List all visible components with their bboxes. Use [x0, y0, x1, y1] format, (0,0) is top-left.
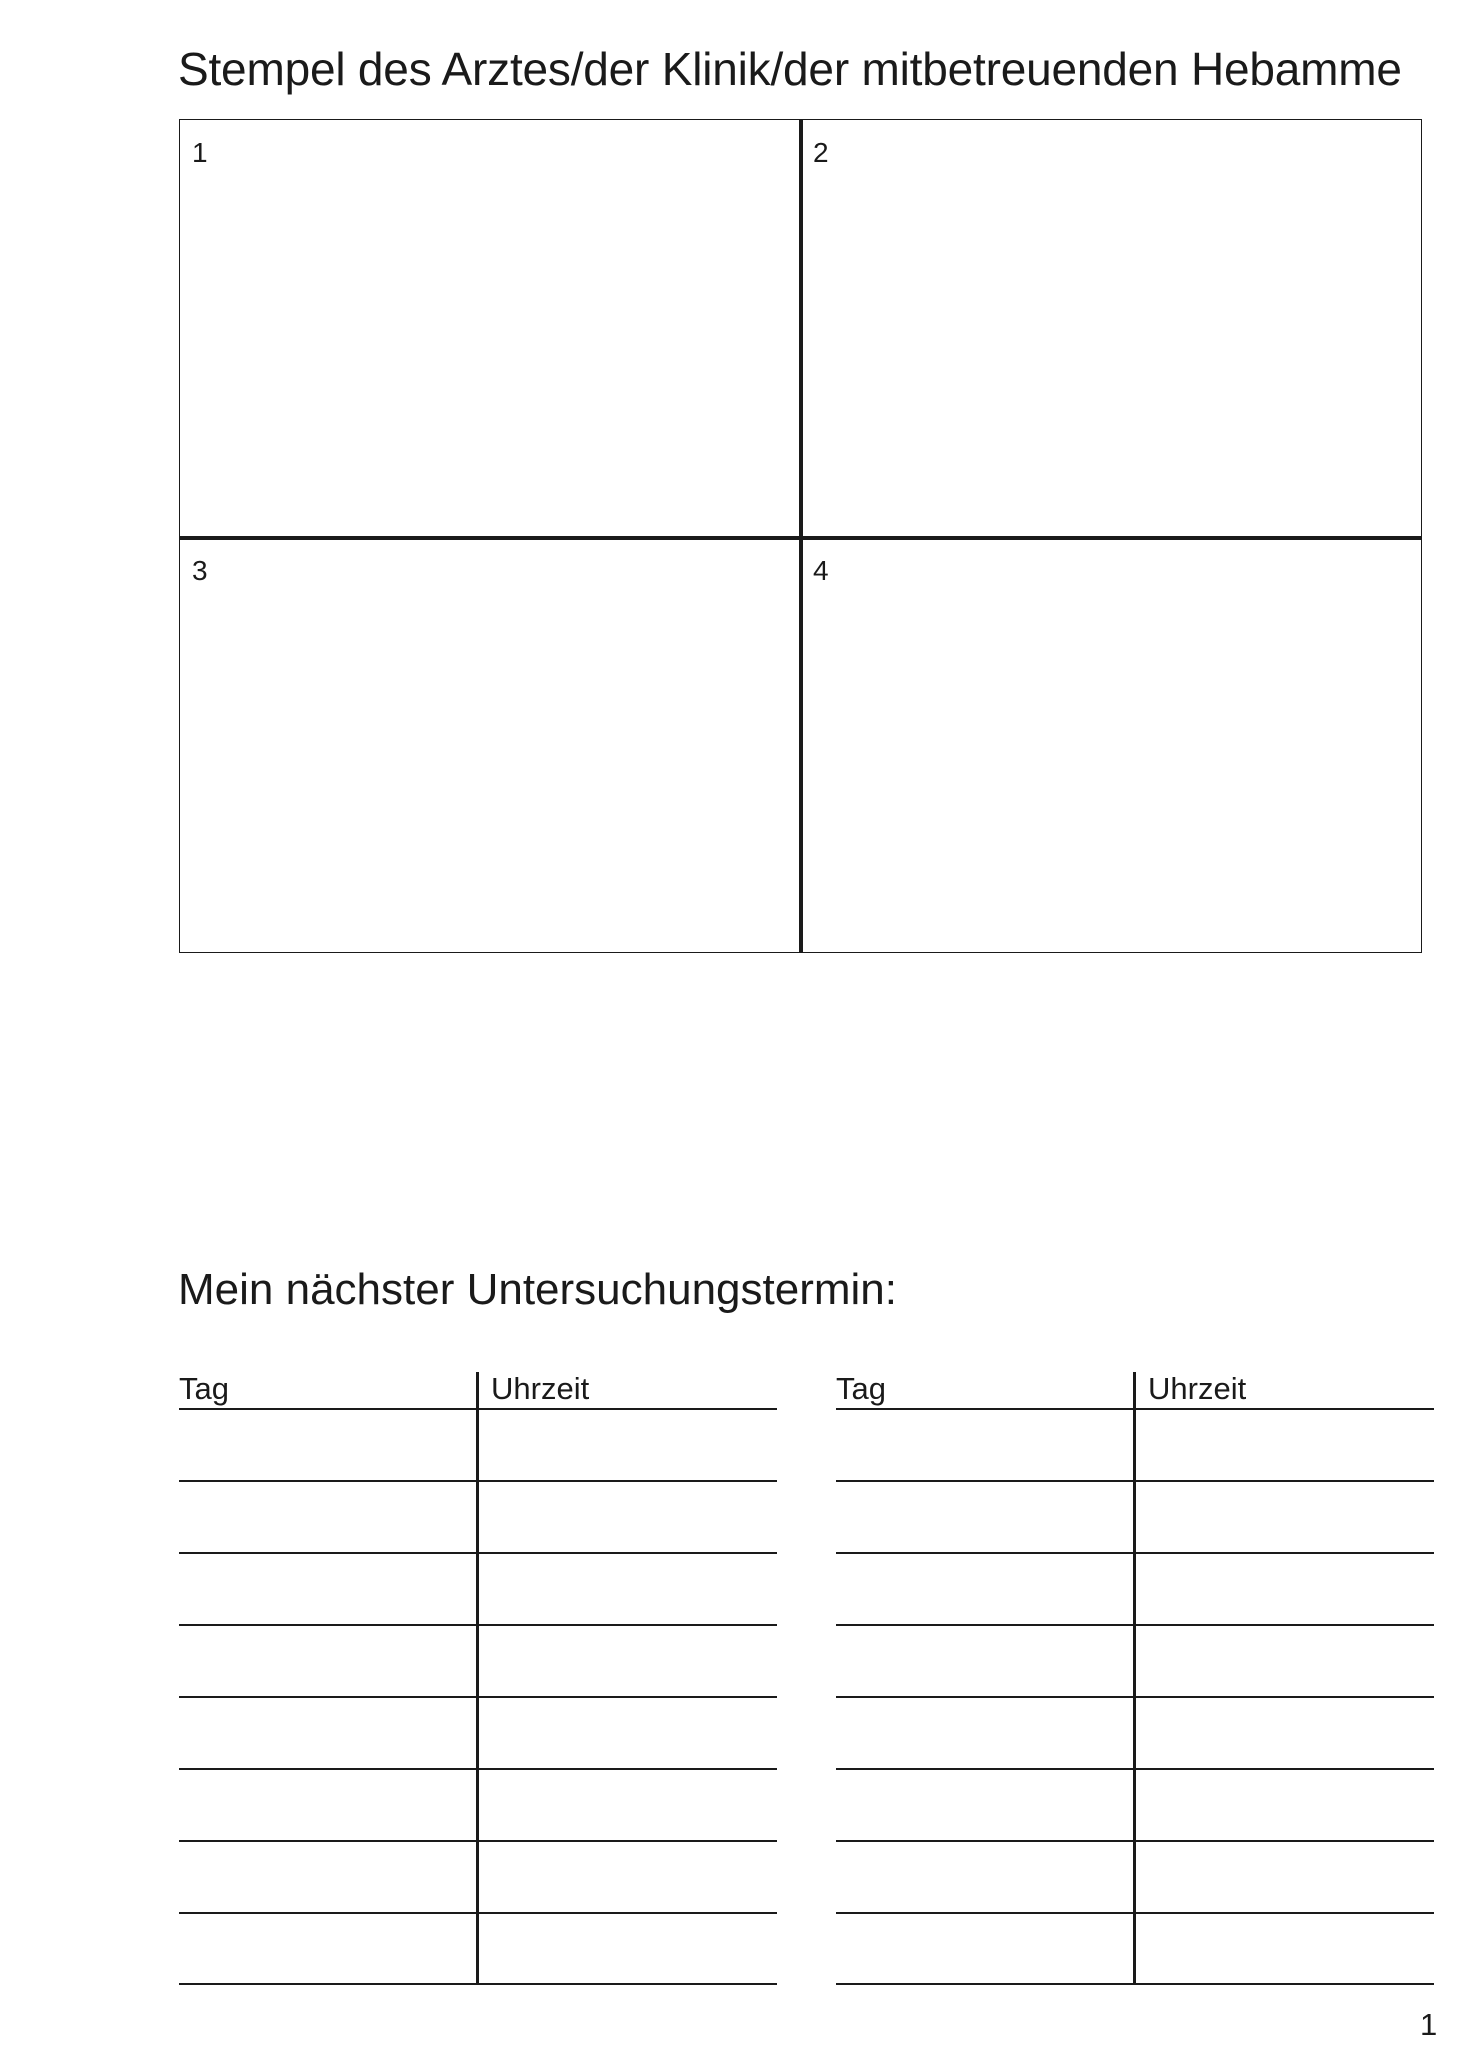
- appointment-table-right: [836, 1372, 1434, 1984]
- column-header-time: Uhrzeit: [1148, 1371, 1247, 1406]
- row-rule: [836, 1480, 1434, 1482]
- appointment-section-title: Mein nächster Untersuchungstermin:: [178, 1265, 897, 1314]
- stamp-grid-horizontal-divider: [180, 536, 1421, 540]
- column-header-day: Tag: [179, 1371, 229, 1406]
- column-divider: [1133, 1372, 1136, 1984]
- row-rule: [836, 1912, 1434, 1914]
- row-rule: [836, 1840, 1434, 1842]
- row-rule: [179, 1624, 777, 1626]
- column-header-time: Uhrzeit: [491, 1371, 590, 1406]
- stamp-cell-number-3: 3: [192, 555, 208, 586]
- header-rule: [836, 1408, 1434, 1410]
- row-rule: [179, 1912, 777, 1914]
- stamp-grid: [179, 119, 1422, 953]
- row-rule: [179, 1840, 777, 1842]
- stamp-cell-number-1: 1: [192, 137, 208, 168]
- row-rule: [179, 1552, 777, 1554]
- appointment-table-left: [179, 1372, 777, 1984]
- row-rule: [836, 1983, 1434, 1985]
- stamp-section-title: Stempel des Arztes/der Klinik/der mitbetreuenden Hebamme: [178, 43, 1402, 95]
- row-rule: [836, 1552, 1434, 1554]
- row-rule: [179, 1696, 777, 1698]
- stamp-cell-number-4: 4: [813, 555, 829, 586]
- stamp-cell-number-2: 2: [813, 137, 829, 168]
- column-header-day: Tag: [836, 1371, 886, 1406]
- header-rule: [179, 1408, 777, 1410]
- page-number: 1: [1420, 2007, 1438, 2042]
- row-rule: [179, 1768, 777, 1770]
- row-rule: [836, 1624, 1434, 1626]
- row-rule: [836, 1696, 1434, 1698]
- row-rule: [179, 1480, 777, 1482]
- column-divider: [476, 1372, 479, 1984]
- row-rule: [179, 1983, 777, 1985]
- row-rule: [836, 1768, 1434, 1770]
